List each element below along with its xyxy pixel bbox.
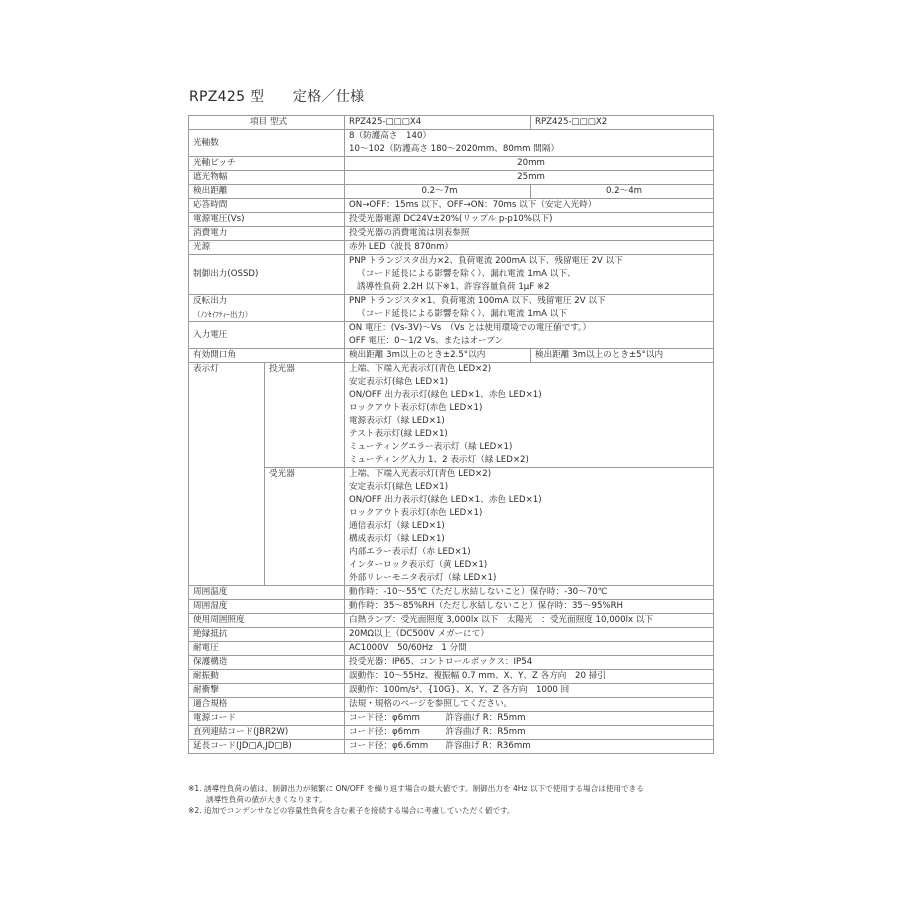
row-label: 使用周囲照度 — [189, 614, 345, 628]
list-item: 上端、下端入光表示灯(青色 LED×2) — [349, 469, 492, 479]
row-label: 耐振動 — [189, 670, 345, 684]
table-row — [189, 185, 714, 199]
value-line: 10～102（防護高さ 180～2020mm、80mm 間隔） — [349, 144, 560, 154]
row-label: 光軸数 — [189, 130, 345, 157]
row-value: 動作時：35～85%RH（ただし氷結しないこと）保存時：35～95%RH — [345, 600, 714, 614]
footnote-1: ※1. 誘導性負荷の値は、制御出力が頻繁に ON/OFF を繰り返す場合の最大値です。制御出力を 4Hz 以下で使用する場合は使用できる — [188, 784, 644, 793]
row-label: 表示灯 — [189, 363, 265, 586]
list-item: 安定表示灯(緑色 LED×1) — [349, 377, 449, 387]
row-value: 25mm — [345, 171, 714, 185]
list-item: ロックアウト表示灯(赤色 LED×1) — [349, 403, 483, 413]
row-label: 遮光物幅 — [189, 171, 345, 185]
row-value: 動作時：-10～55℃（ただし氷結しないこと）保存時：-30～70℃ — [345, 586, 714, 600]
row-value — [345, 130, 714, 157]
list-item: ロックアウト表示灯(赤色 LED×1) — [349, 508, 483, 518]
table-row — [189, 600, 714, 614]
list-item: ミューティング入力 1、2 表示灯（緑 LED×2) — [349, 455, 529, 465]
value-line: PNP トランジスタ×1、負荷電流 100mA 以下、残留電圧 2V 以下 — [349, 296, 606, 306]
row-label: 光軸ピッチ — [189, 157, 345, 171]
table-header-row — [189, 116, 714, 130]
row-value — [345, 322, 714, 349]
table-row — [189, 684, 714, 698]
footnotes — [188, 783, 728, 816]
list-item: テスト表示灯(緑 LED×1) — [349, 429, 448, 439]
spec-table — [188, 115, 714, 754]
list-item: 通信表示灯（緑 LED×1) — [349, 521, 445, 531]
table-row — [189, 614, 714, 628]
row-value — [345, 255, 714, 295]
value-line: PNP トランジスタ出力×2、負荷電流 200mA 以下、残留電圧 2V 以下 — [349, 256, 623, 266]
row-value: 投受光器：IP65、コントロールボックス：IP54 — [345, 656, 714, 670]
page-title: RPZ425 型 定格／仕様 — [189, 89, 365, 105]
row-value: 誤動作：100m/s²、{10G}、X、Y、Z 各方向 1000 回 — [345, 684, 714, 698]
list-item: 内部エラー表示灯（赤 LED×1) — [349, 547, 471, 557]
row-value: コード径：φ6mm 許容曲げ R：R5mm — [345, 726, 714, 740]
row-label: 応答時間 — [189, 199, 345, 213]
row-label: 消費電力 — [189, 227, 345, 241]
list-item: ON/OFF 出力表示灯(緑色 LED×1、赤色 LED×1) — [349, 390, 542, 400]
list-item: 安定表示灯(緑色 LED×1) — [349, 482, 449, 492]
value-line: 8（防護高さ 140） — [349, 131, 432, 141]
row-value: 誤動作：10～55Hz、複振幅 0.7 mm、X、Y、Z 各方向 20 掃引 — [345, 670, 714, 684]
list-item: 電源表示灯（緑 LED×1) — [349, 416, 445, 426]
row-label: 有効開口角 — [189, 349, 345, 363]
table-row — [189, 130, 714, 157]
row-value — [345, 295, 714, 322]
row-label: 検出距離 — [189, 185, 345, 199]
header-model-b: RPZ425-□□□X2 — [531, 116, 714, 130]
value-line: （コード延長による影響を除く）、漏れ電流 1mA 以下 — [357, 309, 567, 319]
table-row — [189, 712, 714, 726]
header-model-a: RPZ425-□□□X4 — [345, 116, 531, 130]
row-value: 20mm — [345, 157, 714, 171]
value-line: （コード延長による影響を除く）、漏れ電流 1mA 以下、 — [357, 269, 576, 279]
table-row — [189, 322, 714, 349]
row-value-a: 0.2～7m — [345, 185, 531, 199]
footnote-2: ※2. 追加でコンデンサなどの容量性負荷を含む素子を接続する場合に考慮していただく値です。 — [188, 806, 515, 815]
list-item: 上端、下端入光表示灯(青色 LED×2) — [349, 364, 492, 374]
row-label: 耐衝撃 — [189, 684, 345, 698]
sub-label-emitter: 投光器 — [265, 363, 345, 468]
row-value — [345, 468, 714, 586]
list-item: インターロック表示灯（黄 LED×1) — [349, 560, 488, 570]
value-line: ON 電圧：(Vs-3V)～Vs （Vs とは使用環境での電圧値です。） — [349, 323, 592, 333]
label-line: 反転出力 — [193, 296, 228, 306]
table-row — [189, 199, 714, 213]
row-value-a: 検出距離 3m以上のとき±2.5°以内 — [345, 349, 531, 363]
row-label: 周囲湿度 — [189, 600, 345, 614]
table-row — [189, 642, 714, 656]
row-value: 投受光器電源 DC24V±20%(リップル p-p10%以下) — [345, 213, 714, 227]
row-label: 電源電圧(Vs) — [189, 213, 345, 227]
row-value: 法規・規格のページを参照してください。 — [345, 698, 714, 712]
row-value-b: 検出距離 3m以上のとき±5°以内 — [531, 349, 714, 363]
value-line: OFF 電圧：0～1/2 Vs、またはオープン — [349, 336, 504, 346]
row-value: 20MΩ以上（DC500V メガーにて） — [345, 628, 714, 642]
row-label: 入力電圧 — [189, 322, 345, 349]
row-value: ON→OFF：15ms 以下、OFF→ON：70ms 以下（安定入光時） — [345, 199, 714, 213]
row-value: 赤外 LED（波長 870nm） — [345, 241, 714, 255]
table-row — [189, 295, 714, 322]
row-label: 電源コード — [189, 712, 345, 726]
row-label: 適合規格 — [189, 698, 345, 712]
row-label: 制御出力(OSSD) — [189, 255, 345, 295]
sub-label-receiver: 受光器 — [265, 468, 345, 586]
table-row — [189, 740, 714, 754]
table-row — [189, 670, 714, 684]
row-value: AC1000V 50/60Hz 1 分間 — [345, 642, 714, 656]
table-row — [189, 241, 714, 255]
list-item: ON/OFF 出力表示灯(緑色 LED×1、赤色 LED×1) — [349, 495, 542, 505]
row-label — [189, 295, 345, 322]
table-row — [189, 255, 714, 295]
table-row — [189, 157, 714, 171]
row-label: 延長コード(JD□A,JD□B) — [189, 740, 345, 754]
list-item: 構成表示灯（緑 LED×1) — [349, 534, 445, 544]
row-label: 絶縁抵抗 — [189, 628, 345, 642]
table-row — [189, 468, 714, 586]
row-value: コード径：φ6.6mm 許容曲げ R：R36mm — [345, 740, 714, 754]
table-row — [189, 363, 714, 468]
header-item: 項目 型式 — [189, 116, 345, 130]
row-value-b: 0.2～4m — [531, 185, 714, 199]
row-label: 直列連結コード(JBR2W) — [189, 726, 345, 740]
row-value: コード径：φ6mm 許容曲げ R：R5mm — [345, 712, 714, 726]
table-row — [189, 726, 714, 740]
value-line: 誘導性負荷 2.2H 以下※1、許容容量負荷 1μF ※2 — [357, 282, 550, 292]
table-row — [189, 213, 714, 227]
list-item: 外部リレーモニタ表示灯（緑 LED×1) — [349, 573, 497, 583]
table-row — [189, 349, 714, 363]
row-label: 光源 — [189, 241, 345, 255]
table-row — [189, 656, 714, 670]
table-row — [189, 628, 714, 642]
footnote-1-continued: 誘導性負荷の値が大きくなります。 — [206, 795, 327, 804]
table-row — [189, 227, 714, 241]
row-value: 白熱ランプ：受光面照度 3,000lx 以下 太陽光 ：受光面照度 10,000lx 以下 — [345, 614, 714, 628]
list-item: ミューティングエラー表示灯（緑 LED×1) — [349, 442, 513, 452]
table-row — [189, 698, 714, 712]
table-row — [189, 586, 714, 600]
row-label: 保護構造 — [189, 656, 345, 670]
row-label: 周囲温度 — [189, 586, 345, 600]
row-value: 投受光器の消費電流は別表参照 — [345, 227, 714, 241]
table-row — [189, 171, 714, 185]
row-label: 耐電圧 — [189, 642, 345, 656]
label-sub: （ﾉﾝｾｲﾌﾃｨｰ出力） — [193, 310, 253, 319]
row-value — [345, 363, 714, 468]
